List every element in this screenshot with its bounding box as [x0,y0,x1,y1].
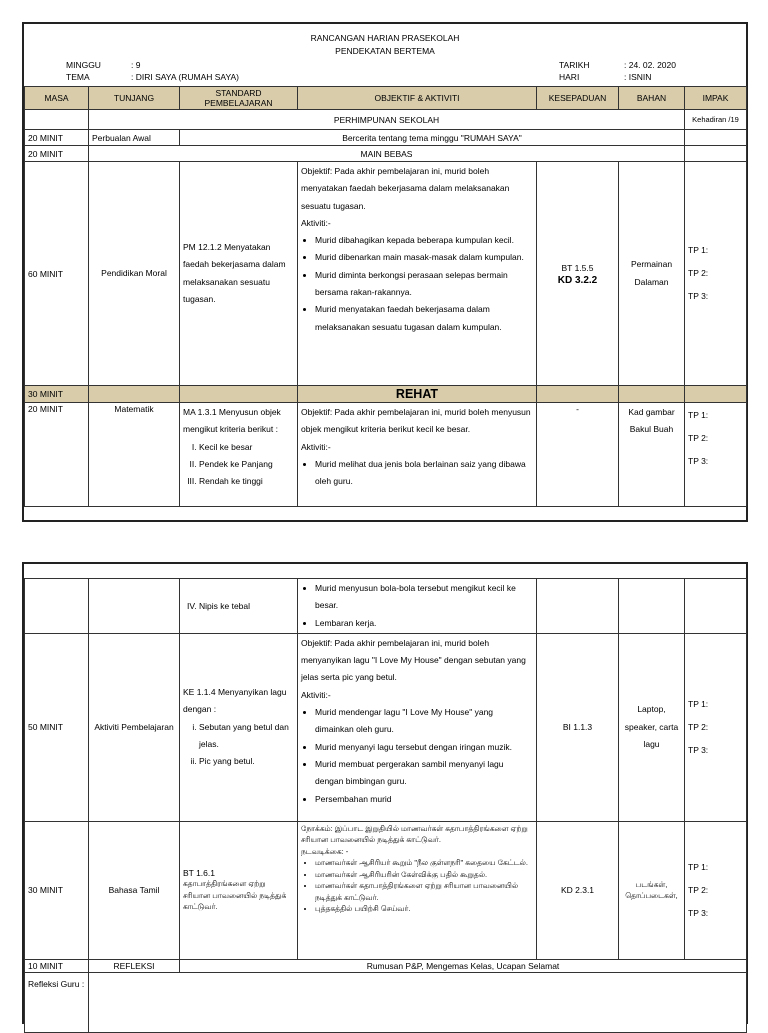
tema-value: : DIRI SAYA (RUMAH SAYA) [131,72,239,82]
tarikh-value: : 24. 02. 2020 [624,60,676,70]
tamil-objektif: நோக்கம்: இப்பாட இறுதியில் மாணவர்கள் கதாபாத்திரங்களை ஏற்று சரியான பாவனையில் நடித்துக் காட்டுவர். நடவடிக்கை: - • மாணவர்கள் ஆசிரியர் கூறும் "நீல குள்ளநரி" கதையை கேட்டல். • மாணவர்கள் ஆசிரியரின் கேள்விக்கு பதில் கூறுதல். • மாணவர்கள் கதாபாத்திரங்களை ஏற்று சரியான பாவனையில் நடித்துக் காட்டுவர். • புத்தகத்தில் பயிற்சி செய்வர். [298,821,537,959]
tarikh-label: TARIKH [559,60,590,70]
rehat-row: 30 MINIT REHAT [25,386,747,403]
document-header [24,24,746,86]
col-standard: STANDARD PEMBELAJARAN [180,87,298,110]
rehat-label: REHAT [298,386,537,403]
matematik-standard: MA 1.3.1 Menyusun objek mengikut kriteria berikut : I. Kecil ke besar II. Pendek ke Panjang III. Rendah ke tinggi [180,403,298,507]
tema-label: TEMA [66,72,90,82]
col-bahan: BAHAN [619,87,685,110]
list-item: • Murid menyatakan faedah bekerjasama dalam melaksanakan sesuatu tugasan dalam kumpulan. [315,301,533,336]
minggu-value: : 9 [131,60,141,70]
lesson-plan-table-continued [24,578,747,1033]
tamil-standard: BT 1.6.1 கதாபாத்திரங்களை ஏற்று சரியான பாவனையில் நடித்துக் காட்டுவர். [180,821,298,959]
matematik-standard-cont: IV. Nipis ke tebal [180,579,298,634]
table-row [25,972,747,1032]
col-masa: MASA [25,87,89,110]
table-row: 50 MINIT Aktiviti Pembelajaran KE 1.1.4 Menyanyikan lagu dengan : i. Sebutan yang betul dan jelas. ii. Pic yang betul. Objektif: Pada akhir pembelajaran ini, murid boleh menyanyikan lagu "I Love My House" dengan sebutan yang jelas serta pic yang betul. Aktiviti:- • Murid mendengar lagu "I Love My House" yang dimainkan oleh guru. • Murid menyanyi lagu tersebut dengan iringan muzik. • Murid membuat pergerakan sambil menyanyi lagu dengan bimbingan guru. • Persembahan murid BI 1.1.3 Laptop, speaker, carta lagu TP 1: TP 2: TP 3: [25,633,747,821]
aktiviti-standard: KE 1.1.4 Menyanyikan lagu dengan : i. Sebutan yang betul dan jelas. ii. Pic yang betul. [180,633,298,821]
lesson-plan-table [24,86,747,507]
list-item: • Murid dibahagikan kepada beberapa kumpulan kecil. [315,232,533,249]
moral-tp: TP 1: TP 2: TP 3: [685,162,747,386]
table-row: 20 MINIT MAIN BEBAS [25,146,747,162]
page-1 [22,22,748,522]
table-row: 10 MINIT REFLEKSI Rumusan P&P, Mengemas Kelas, Ucapan Selamat [25,959,747,972]
moral-objektif-cell: Objektif: Pada akhir pembelajaran ini, murid boleh menyatakan faedah bekerjasama dalam melaksanakan sesuatu tugasan. Aktiviti:- • Murid dibahagikan kepada beberapa kumpulan kecil. • Murid dibenarkan main masak-masak dalam kumpulan. • Murid diminta berkongsi perasaan selepas bermain bersama rakan-rakannya. • Murid menyatakan faedah bekerjasama dalam melaksanakan sesuatu tugasan dalam kumpulan. [298,162,537,386]
page-2 [22,562,748,1024]
table-row: 30 MINIT Bahasa Tamil BT 1.6.1 கதாபாத்திரங்களை ஏற்று சரியான பாவனையில் நடித்துக் காட்டுவர். நோக்கம்: இப்பாட இறுதியில் மாணவர்கள் கதாபாத்திரங்களை ஏற்று சரியான பாவனையில் நடித்துக் காட்டுவர். நடவடிக்கை: - • மாணவர்கள் ஆசிரியர் கூறும் "நீல குள்ளநரி" கதையை கேட்டல். • மாணவர்கள் ஆசிரியரின் கேள்விக்கு பதில் கூறுதல். • மாணவர்கள் கதாபாத்திரங்களை ஏற்று சரியான பாவனையில் நடித்துக் காட்டுவர். • புத்தகத்தில் பயிற்சி செய்வர். KD 2.3.1 படங்கள், தொப்படைகள், TP 1: TP 2: TP 3: [25,821,747,959]
matematik-aktiviti-cont: • Murid menyusun bola-bola tersebut mengikut kecil ke besar. • Lembaran kerja. [298,579,537,634]
hari-label: HARI [559,72,580,82]
table-row: 20 MINIT Matematik MA 1.3.1 Menyusun objek mengikut kriteria berikut : I. Kecil ke besar II. Pendek ke Panjang III. Rendah ke tinggi Objektif: Pada akhir pembelajaran ini, murid boleh menyusun objek mengikut kriteria berikut kecil ke besar. Aktiviti:- • Murid melihat dua jenis bola berlainan saiz yang dibawa oleh guru. - Kad gambar Bakul Buah TP 1: TP 2: TP 3: [25,403,747,507]
matematik-objektif: Objektif: Pada akhir pembelajaran ini, murid boleh menyusun objek mengikut kriteria berikut kecil ke besar. Aktiviti:- • Murid melihat dua jenis bola berlainan saiz yang dibawa oleh guru. [298,403,537,507]
doc-title: RANCANGAN HARIAN PRASEKOLAH [310,33,460,43]
refleksi-guru-field[interactable] [89,972,747,1032]
perhimpunan-cell: PERHIMPUNAN SEKOLAH [89,110,685,130]
aktiviti-objektif: Objektif: Pada akhir pembelajaran ini, murid boleh menyanyikan lagu "I Love My House" dengan sebutan yang jelas serta pic yang betul. Aktiviti:- • Murid mendengar lagu "I Love My House" yang dimainkan oleh guru. • Murid menyanyi lagu tersebut dengan iringan muzik. • Murid membuat pergerakan sambil menyanyi lagu dengan bimbingan guru. • Persembahan murid [298,633,537,821]
minggu-label: MINGGU [66,60,101,70]
list-item: • Murid diminta berkongsi perasaan selepas bermain bersama rakan-rakannya. [315,267,533,302]
table-row: 60 MINIT Pendidikan Moral PM 12.1.2 Menyatakan faedah bekerjasama dalam melaksanakan sesuatu tugasan. Objektif: Pada akhir pembelajaran ini, murid boleh menyatakan faedah bekerjasama dalam melaksanakan sesuatu tugasan. Aktiviti:- • Murid dibahagikan kepada beberapa kumpulan kecil. • Murid dibenarkan main masak-masak dalam kumpulan. • Murid diminta berkongsi perasaan selepas bermain bersama rakan-rakannya. • Murid menyatakan faedah bekerjasama dalam melaksanakan sesuatu tugasan dalam kumpulan. BT 1.5.5 KD 3.2.2 Permainan Dalaman TP 1: TP 2: TP 3: [25,162,747,386]
moral-kesepaduan: BT 1.5.5 KD 3.2.2 [537,162,619,386]
hari-value: : ISNIN [624,72,652,82]
doc-subtitle: PENDEKATAN BERTEMA [335,46,435,56]
table-row [25,579,747,634]
col-impak: IMPAK [685,87,747,110]
table-header-row [25,87,747,110]
col-kesepaduan: KESEPADUAN [537,87,619,110]
col-objektif: OBJEKTIF & AKTIVITI [298,87,537,110]
col-tunjang: TUNJANG [89,87,180,110]
table-row [25,110,747,130]
kehadiran-cell: Kehadiran /19 [685,110,747,130]
list-item: • Murid dibenarkan main masak-masak dalam kumpulan. [315,249,533,266]
refleksi-guru-label: Refleksi Guru : [25,972,89,1032]
table-row: 20 MINIT Perbualan Awal Bercerita tentang tema minggu "RUMAH SAYA" [25,130,747,146]
